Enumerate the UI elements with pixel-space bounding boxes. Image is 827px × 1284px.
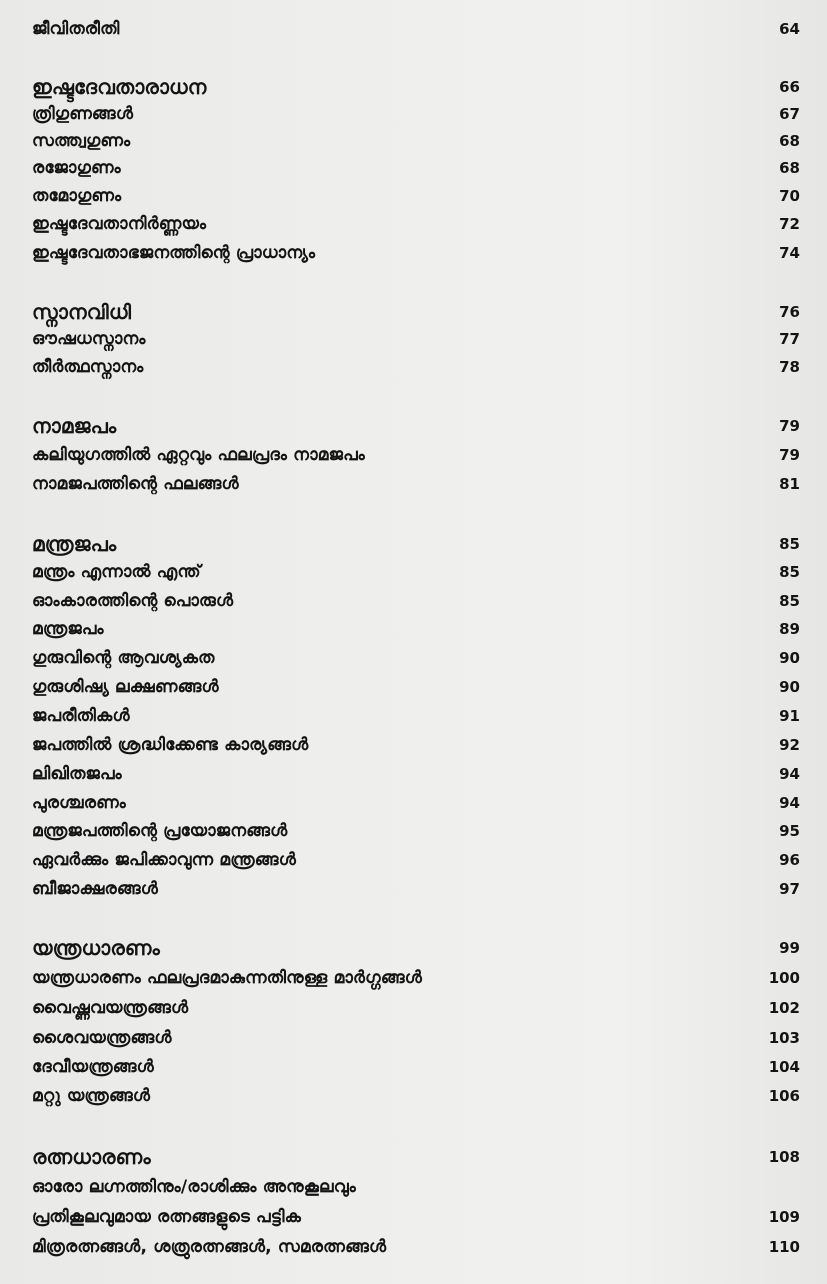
toc-section-heading — [32, 412, 800, 440]
toc-entry-title: രജോഗുണം — [32, 158, 121, 178]
toc-entry-title: പുരശ്ചരണം — [32, 793, 126, 813]
toc-entry-title: ഓംകാരത്തിന്റെ പൊരുൾ — [32, 591, 234, 611]
toc-entry-page: 85 — [779, 563, 800, 581]
toc-heading-title: നാമജപം — [32, 414, 117, 438]
toc-entry-page: 81 — [779, 475, 800, 493]
toc-entry-title: വൈഷ്ണവയന്ത്രങ്ങൾ — [32, 998, 189, 1018]
toc-entry — [32, 441, 800, 469]
toc-heading-title: യന്ത്രധാരണം — [32, 936, 160, 960]
toc-entry-page: 90 — [779, 649, 800, 667]
toc-entry-title: യന്ത്രധാരണം ഫലപ്രദമാകുന്നതിനുള്ള മാർഗ്ഗങ്ങൾ — [32, 968, 422, 988]
toc-entry-title: ഗുരുവിന്റെ ആവശ്യകത — [32, 648, 215, 668]
toc-entry-title: സത്ത്വഗുണം — [32, 131, 131, 151]
toc-heading-title: മന്ത്രജപം — [32, 532, 117, 556]
toc-entry — [32, 875, 800, 903]
toc-entry-page: 97 — [779, 880, 800, 898]
toc-entry-title: നാമജപത്തിന്റെ ഫലങ്ങൾ — [32, 474, 239, 494]
toc-heading-title: ഇഷ്ടദേവതാരാധന — [32, 75, 207, 99]
toc-entry — [32, 817, 800, 845]
toc-entry-title: ജപരീതികൾ — [32, 706, 130, 726]
toc-entry-page: 89 — [779, 620, 800, 638]
toc-entry — [32, 673, 800, 701]
toc-heading-title: സ്നാനവിധി — [32, 300, 132, 324]
toc-entry-page: 94 — [779, 765, 800, 783]
toc-entry-page: 106 — [768, 1087, 800, 1105]
toc-entry — [32, 615, 800, 643]
toc-entry-page: 77 — [779, 330, 800, 348]
toc-entry — [32, 558, 800, 586]
toc-entry-page: 79 — [779, 417, 800, 435]
toc-section-heading — [32, 530, 800, 558]
toc-entry-title: ശൈവയന്ത്രങ്ങൾ — [32, 1028, 172, 1048]
toc-entry-title: കലിയുഗത്തിൽ ഏറ്റവും ഫലപ്രദം നാമജപം — [32, 445, 365, 465]
toc-entry — [32, 789, 800, 817]
toc-entry-page: 92 — [779, 736, 800, 754]
toc-entry — [32, 353, 800, 381]
toc-entry-page: 64 — [779, 20, 800, 38]
toc-entry-page: 110 — [768, 1238, 800, 1256]
toc-entry — [32, 1082, 800, 1110]
toc-entry-title: ഓരോ ലഗ്നത്തിനും/രാശിക്കും അനുകൂലവും — [32, 1177, 356, 1197]
toc-entry — [32, 964, 800, 992]
toc-entry-title: തീർത്ഥസ്നാനം — [32, 357, 144, 377]
toc-entry-title: ദേവീയന്ത്രങ്ങൾ — [32, 1057, 154, 1077]
toc-entry — [32, 1203, 800, 1231]
toc-entry — [32, 15, 800, 43]
toc-entry-page: 85 — [779, 592, 800, 610]
toc-entry — [32, 210, 800, 238]
toc-entry-page: 66 — [779, 78, 800, 96]
toc-entry-title: ഏവർക്കും ജപിക്കാവുന്ന മന്ത്രങ്ങൾ — [32, 850, 296, 870]
toc-entry-title: ബീജാക്ഷരങ്ങൾ — [32, 879, 159, 899]
toc-entry — [32, 587, 800, 615]
toc-entry-page: 76 — [779, 303, 800, 321]
toc-entry-title: തമോഗുണം — [32, 186, 122, 206]
toc-entry-page: 99 — [779, 939, 800, 957]
toc-entry-title: ജീവിതരീതി — [32, 19, 120, 39]
toc-entry — [32, 846, 800, 874]
toc-entry-page: 67 — [779, 105, 800, 123]
toc-heading-title: രത്നധാരണം — [32, 1145, 151, 1169]
toc-entry-page: 100 — [768, 969, 800, 987]
toc-entry-page: 72 — [779, 215, 800, 233]
toc-entry-page: 68 — [779, 132, 800, 150]
toc-entry-title: മറ്റു യന്ത്രങ്ങൾ — [32, 1086, 151, 1106]
toc-entry — [32, 760, 800, 788]
toc-entry — [32, 1173, 800, 1201]
toc-entry-page: 95 — [779, 822, 800, 840]
toc-entry-page: 109 — [768, 1208, 800, 1226]
toc-entry-page: 94 — [779, 794, 800, 812]
toc-entry — [32, 325, 800, 353]
toc-entry — [32, 702, 800, 730]
toc-entry-title: ലിഖിതജപം — [32, 764, 122, 784]
toc-entry-title: മന്ത്രം എന്നാൽ എന്ത് — [32, 562, 201, 582]
toc-entry-page: 108 — [768, 1148, 800, 1166]
toc-entry-page: 103 — [768, 1029, 800, 1047]
toc-entry-page: 74 — [779, 244, 800, 262]
toc-entry-page: 70 — [779, 187, 800, 205]
toc-section-heading — [32, 1143, 800, 1171]
toc-entry-page: 96 — [779, 851, 800, 869]
toc-entry-title: ഗുരുശിഷ്യ ലക്ഷണങ്ങൾ — [32, 677, 219, 697]
toc-entry-title: ഔഷധസ്നാനം — [32, 329, 146, 349]
toc-entry-page: 91 — [779, 707, 800, 725]
toc-entry-title: മിത്രരത്നങ്ങൾ, ശത്രുരത്നങ്ങൾ, സമരത്നങ്ങൾ — [32, 1237, 387, 1257]
toc-section-heading — [32, 934, 800, 962]
toc-entry-page: 68 — [779, 159, 800, 177]
toc-entry-title: പ്രതികൂലവുമായ രത്നങ്ങളുടെ പട്ടിക — [32, 1207, 302, 1227]
toc-entry-title: ഇഷ്ടദേവതാഭജനത്തിന്റെ പ്രാധാന്യം — [32, 243, 316, 263]
toc-entry — [32, 239, 800, 267]
toc-entry — [32, 1233, 800, 1261]
toc-entry-page: 104 — [768, 1058, 800, 1076]
toc-entry-title: ഇഷ്ടദേവതാനിർണ്ണയം — [32, 214, 207, 234]
toc-entry — [32, 100, 800, 128]
toc-entry — [32, 470, 800, 498]
toc-entry-page: 85 — [779, 535, 800, 553]
toc-section-heading — [32, 298, 800, 326]
toc-section-heading — [32, 73, 800, 101]
toc-entry-title: ത്രിഗുണങ്ങൾ — [32, 104, 134, 124]
toc-entry — [32, 182, 800, 210]
toc-entry — [32, 1053, 800, 1081]
toc-entry-title: മന്ത്രജപം — [32, 619, 104, 639]
toc-entry-page: 78 — [779, 358, 800, 376]
toc-entry-title: മന്ത്രജപത്തിന്റെ പ്രയോജനങ്ങൾ — [32, 821, 288, 841]
toc-entry-page: 90 — [779, 678, 800, 696]
toc-entry — [32, 1024, 800, 1052]
toc-entry — [32, 644, 800, 672]
toc-entry-page: 79 — [779, 446, 800, 464]
toc-entry — [32, 127, 800, 155]
toc-entry-title: ജപത്തിൽ ശ്രദ്ധിക്കേണ്ട കാര്യങ്ങൾ — [32, 735, 309, 755]
toc-entry — [32, 731, 800, 759]
toc-entry — [32, 994, 800, 1022]
toc-entry-page: 102 — [768, 999, 800, 1017]
toc-entry — [32, 154, 800, 182]
